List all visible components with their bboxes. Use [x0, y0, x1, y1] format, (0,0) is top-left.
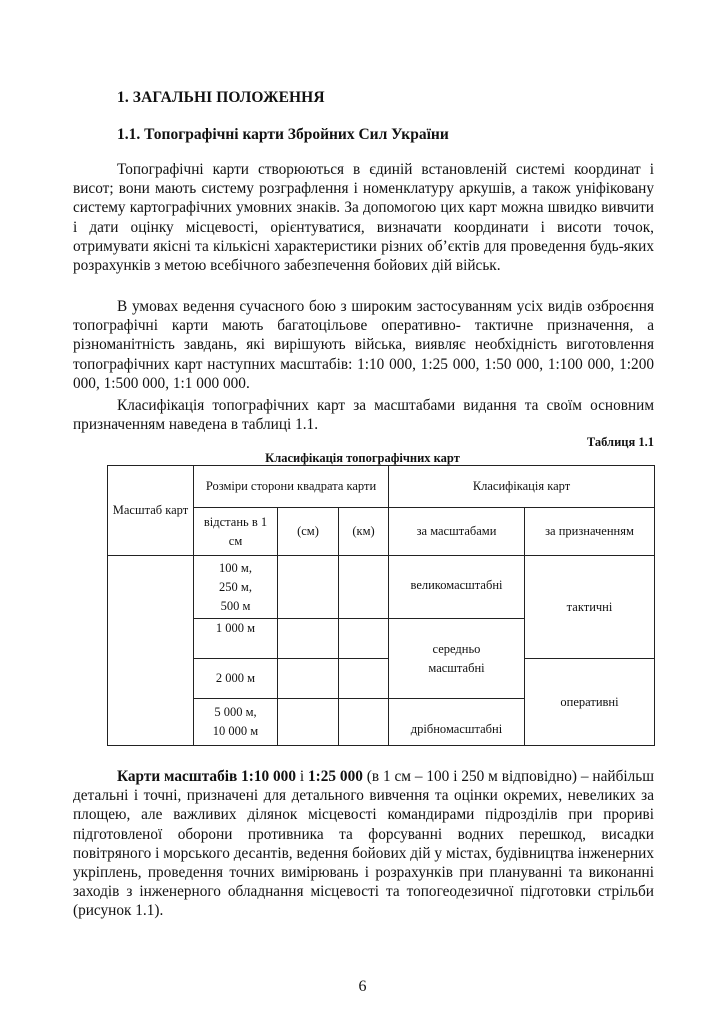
- classification-table: [107, 465, 655, 746]
- section-heading: 1. ЗАГАЛЬНІ ПОЛОЖЕННЯ: [117, 89, 325, 106]
- purpose-tactical: тактичні: [525, 556, 655, 659]
- distance-cell: 2 000 м: [194, 659, 278, 699]
- bold-lead-2: 1:25 000: [308, 768, 363, 785]
- cm-cell: [278, 556, 339, 619]
- table-caption: Таблиця 1.1: [586, 435, 654, 449]
- km-cell: [339, 556, 389, 619]
- distance-value: 5 000 м,: [214, 705, 257, 719]
- class-small: дрібномасштабні: [389, 699, 525, 746]
- subheader-km: (км): [339, 508, 389, 556]
- subheader-by-scale: за масштабами: [389, 508, 525, 556]
- distance-cell: 1 000 м: [194, 619, 278, 659]
- distance-value: 500 м: [220, 598, 251, 613]
- distance-cell: [194, 699, 278, 746]
- km-cell: [339, 659, 389, 699]
- paragraph-text: Класифікація топографічних карт за масштабами видання та своїм основним призначенням наведена в таблиці 1.1.: [73, 397, 654, 434]
- paragraph-4: [73, 767, 654, 921]
- distance-value: 10 000 м: [212, 724, 259, 738]
- km-cell: [339, 699, 389, 746]
- header-classification: Класифікація карт: [389, 466, 655, 508]
- paragraph-text: Топографічні карти створюються в єдиній встановленій системі координат і висот; вони мають систему розграфлення і номенклатуру аркушів, а також уніфіковану систему картографічних умовних знаків. За допомогою цих карт можна швидко вивчити і дати оцінку місцевості, орієнтуватися, визначати координати і висоти точок, отримувати якісні та кількісні характеристики різних об’єктів для проведення будь-яких розрахунків з метою всебічного забезпечення бойових дій військ.: [73, 161, 654, 275]
- header-square-size: Розміри сторони квадрата карти: [194, 466, 389, 508]
- cm-cell: [278, 659, 339, 699]
- class-medium-line: масштабні: [428, 660, 485, 675]
- subheader-distance: відстань в 1 см: [194, 508, 278, 556]
- cm-cell: [278, 619, 339, 659]
- page-number: 6: [358, 978, 367, 995]
- paragraph-rest: (в 1 см – 100 і 250 м відповідно) – найбільш детальні і точні, призначені для детального вивчення та оцінки окремих, невеликих за площею, але важливих ділянок місцевості командирами підрозділів при прориві підготовленої оборони противника та форсуванні водних перешкод, висадки повітряного і морського десантів, ведення бойових дій у містах, будівництва інженерних укріплень, проведення точних вимірювань і розрахунків при плануванні та виконанні заходів з інженерного обладнання місцевості та топогеодезичної підготовки стрільби (рисунок 1.1).: [73, 768, 654, 920]
- km-cell: [339, 619, 389, 659]
- subheader-by-purpose: за призначенням: [525, 508, 655, 556]
- paragraph-text: В умовах ведення сучасного бою з широким застосуванням усіх видів озброєння топографічні карти мають багатоцільове оперативно- тактичне призначення, а різноманітність завдань, які вирішують війська, виявляє необхідність виготовлення топографічних карт наступних масштабів: 1:10 000, 1:25 000, 1:50 000, 1:100 000, 1:200 000, 1:500 000, 1:1 000 000.: [73, 298, 654, 392]
- paragraph-1: [73, 160, 654, 275]
- header-scale: Масштаб карт: [108, 466, 194, 556]
- cm-cell: [278, 699, 339, 746]
- class-medium: [389, 619, 525, 699]
- subsection-heading: 1.1. Топографічні карти Збройних Сил України: [117, 126, 449, 143]
- class-medium-line: середньо: [432, 641, 481, 656]
- class-large: великомасштабні: [389, 556, 525, 619]
- distance-value: 250 м,: [219, 579, 252, 594]
- distance-cell: [194, 556, 278, 619]
- distance-value: 100 м,: [219, 560, 252, 575]
- purpose-operational: оперативні: [525, 659, 655, 746]
- subheader-cm: (см): [278, 508, 339, 556]
- paragraph-3: [73, 396, 654, 434]
- table-title: Класифікація топографічних карт: [265, 451, 460, 465]
- paragraph-text: [73, 767, 654, 921]
- paragraph-2: [73, 297, 654, 393]
- scale-cell-empty: [108, 556, 194, 746]
- bold-lead-1: Карти масштабів 1:10 000: [117, 768, 296, 785]
- lead-connector: і: [295, 768, 308, 785]
